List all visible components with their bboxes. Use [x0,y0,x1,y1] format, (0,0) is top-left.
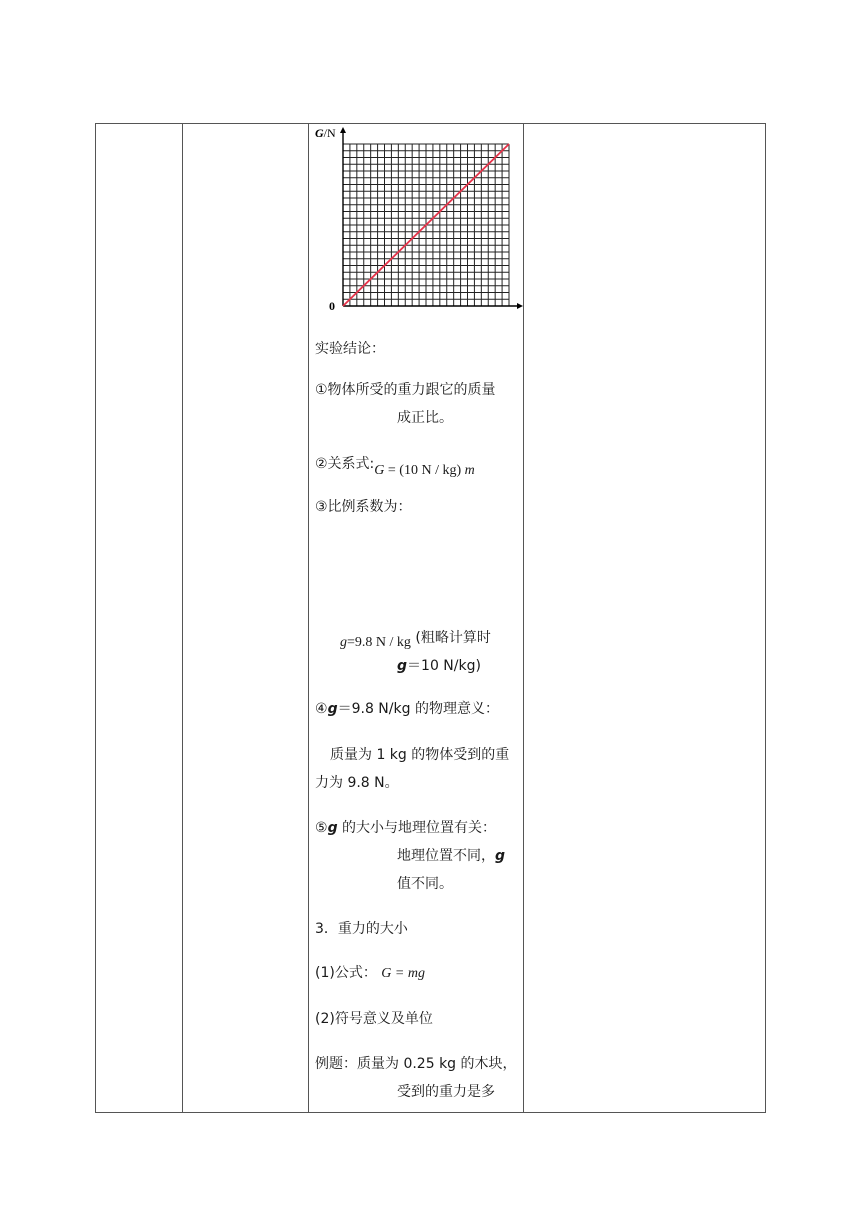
gravity-mass-graph [311,124,525,314]
item-5-line-2-text: 地理位置不同， [397,848,495,864]
section-3-title: 3．重力的大小 [315,921,408,937]
conclusion-item-5 [315,818,496,838]
column-divider [182,124,183,1112]
g-note-line-2 [397,656,481,676]
item-4-line-3: 力为 9.8 N。 [315,775,399,791]
relation-formula [374,463,474,478]
origin-label: 0 [329,299,335,313]
formula-g: G [374,463,385,478]
conclusion-item-4 [315,699,499,719]
item-5-line-3: 值不同。 [397,876,453,892]
g-value-line [340,632,491,653]
g-note-value: ＝10 N/kg) [407,658,481,674]
item-5-label: ⑤ [315,820,328,836]
y-axis-label: G/N [315,126,336,140]
item-2-label: ②关系式: [315,456,375,472]
formula-label: (1)公式： [315,965,377,981]
formula-line [315,963,425,984]
conclusion-item-1-line-1: ①物体所受的重力跟它的质量 [315,382,496,398]
g-value: =9.8 N / kg [347,635,411,650]
formula-m: m [464,463,475,478]
g-symbol: g [397,658,408,674]
x-axis-arrow-icon [517,303,523,309]
symbols-heading: (2)符号意义及单位 [315,1011,433,1027]
g-symbol: g [340,635,347,650]
item-4-line-2: 质量为 1 kg 的物体受到的重 [330,747,510,763]
g-symbol: g [495,848,506,864]
conclusion-heading: 实验结论： [315,341,385,357]
g-symbol: g [327,701,338,717]
g-note: (粗略计算时 [415,630,491,646]
example-line-2: 受到的重力是多 [397,1084,495,1100]
item-4-text: ＝9.8 N/kg 的物理意义： [337,701,499,717]
g-symbol: g [327,820,338,836]
example-line-1: 例题：质量为 0.25 kg 的木块， [315,1056,517,1072]
formula-rest: = (10 N / kg) [384,463,465,478]
y-axis-arrow-icon [340,127,346,133]
conclusion-item-2 [315,454,475,478]
item-4-label: ④ [315,701,328,717]
item-5-line-2 [397,846,505,866]
conclusion-item-3: ③比例系数为： [315,499,412,515]
item-5-text: 的大小与地理位置有关： [337,820,497,836]
gravity-formula: G = mg [381,966,425,981]
column-divider [308,124,309,1112]
conclusion-item-1-line-2: 成正比。 [397,410,453,426]
